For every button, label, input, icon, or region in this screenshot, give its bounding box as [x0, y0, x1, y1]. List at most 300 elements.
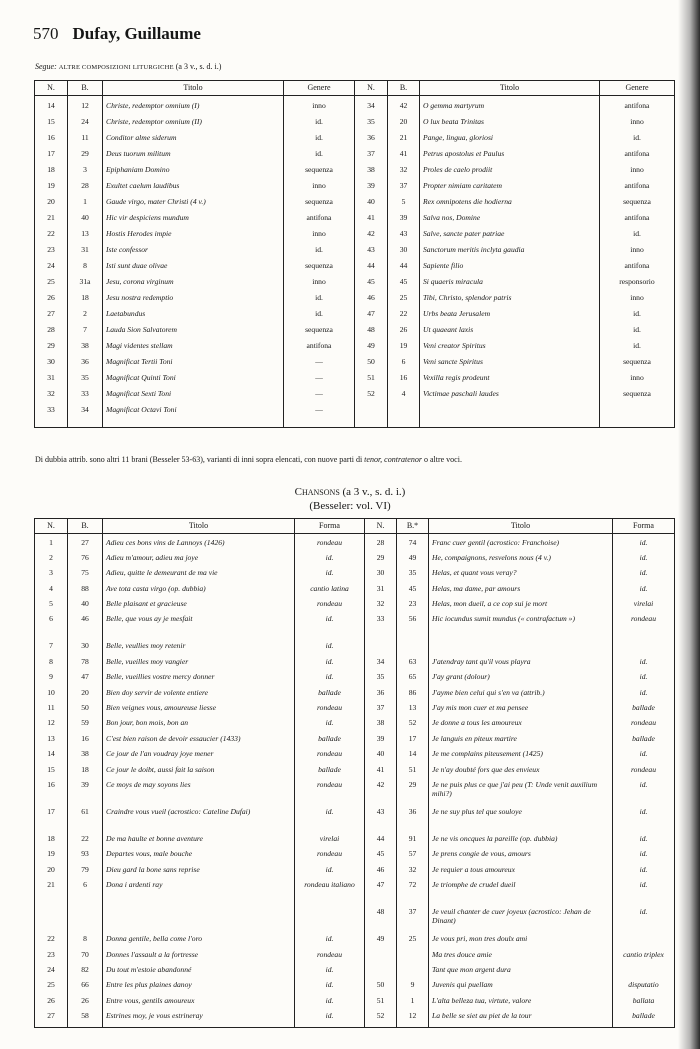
table-row: [35, 908, 675, 935]
column-header: Genere: [284, 81, 355, 96]
number-cell: 26: [35, 294, 68, 310]
number-cell: 2: [35, 554, 68, 569]
form-cell: rondeau: [295, 850, 365, 865]
note-tenor: tenor,: [364, 455, 383, 464]
title-cell: Magnificat Octavi Toni: [103, 406, 284, 428]
genre-cell: inno: [284, 102, 355, 118]
form-cell: id.: [613, 585, 675, 600]
besseler-cell: 82: [68, 966, 103, 981]
title-cell: Salve, sancte pater patriae: [420, 230, 600, 246]
number-cell: 47: [355, 310, 388, 326]
besseler-cell: 57: [397, 850, 429, 865]
besseler-cell: 13: [68, 230, 103, 246]
besseler-cell: 19: [388, 342, 420, 358]
besseler-cell: 59: [68, 719, 103, 734]
table-row: [35, 554, 675, 569]
title-cell: Pange, lingua, gloriosi: [420, 134, 600, 150]
title-cell: Vexilla regis prodeunt: [420, 374, 600, 390]
besseler-cell: 61: [68, 808, 103, 835]
title-cell: C'est bien raison de devoir essaucier (1433): [103, 735, 295, 750]
number-cell: [365, 642, 397, 657]
genre-cell: antifona: [284, 342, 355, 358]
besseler-cell: 72: [397, 881, 429, 908]
title-cell: Epiphaniam Domino: [103, 166, 284, 182]
table-row: [35, 134, 675, 150]
form-cell: id.: [613, 750, 675, 765]
chansons-heading-suffix: (a 3 v., s. d. i.): [342, 486, 406, 498]
besseler-cell: 34: [68, 406, 103, 428]
form-cell: rondeau: [295, 951, 365, 966]
genre-cell: inno: [600, 374, 675, 390]
form-cell: id.: [295, 642, 365, 657]
genre-cell: —: [284, 406, 355, 428]
number-cell: 33: [35, 406, 68, 428]
title-cell: J'ayme bien celui qui s'en va (attrib.): [429, 689, 613, 704]
title-cell: Je me complains piteusement (1425): [429, 750, 613, 765]
column-header: Genere: [600, 81, 675, 96]
title-cell: Craindre vous vueil (acrostico: Cateline Dufai): [103, 808, 295, 835]
table-row: [35, 719, 675, 734]
column-header: Forma: [295, 519, 365, 534]
number-cell: 24: [35, 262, 68, 278]
number-cell: 46: [365, 866, 397, 881]
table-row: [35, 735, 675, 750]
form-cell: id.: [613, 658, 675, 673]
number-cell: 52: [365, 1012, 397, 1027]
title-cell: Urbs beata Jerusalem: [420, 310, 600, 326]
column-header: N.: [365, 519, 397, 534]
besseler-cell: 30: [388, 246, 420, 262]
note-contratenor: contratenor: [384, 455, 422, 464]
table-row: [35, 214, 675, 230]
title-cell: Sapiente filio: [420, 262, 600, 278]
besseler-cell: 23: [397, 600, 429, 615]
form-cell: cantio latina: [295, 585, 365, 600]
column-header: N.: [35, 519, 68, 534]
besseler-cell: 31: [68, 246, 103, 262]
form-cell: [613, 935, 675, 950]
number-cell: 43: [365, 808, 397, 835]
besseler-cell: 12: [397, 1012, 429, 1027]
besseler-cell: 44: [388, 262, 420, 278]
besseler-cell: 16: [68, 735, 103, 750]
title-cell: De ma haulte et bonne aventure: [103, 835, 295, 850]
besseler-cell: 39: [388, 214, 420, 230]
table-row: [35, 835, 675, 850]
title-cell: Dieu gard la bone sans reprise: [103, 866, 295, 881]
besseler-cell: 20: [388, 118, 420, 134]
title-cell: Adieu, quitte le demeurant de ma vie: [103, 569, 295, 584]
table-row: [35, 278, 675, 294]
besseler-cell: 75: [68, 569, 103, 584]
title-cell: Magi videntes stellam: [103, 342, 284, 358]
number-cell: 4: [35, 585, 68, 600]
title-cell: Departes vous, male bouche: [103, 850, 295, 865]
besseler-cell: 18: [68, 294, 103, 310]
table-row: [35, 406, 675, 428]
besseler-cell: 47: [68, 673, 103, 688]
besseler-cell: 16: [388, 374, 420, 390]
title-cell: O lux beata Trinitas: [420, 118, 600, 134]
form-cell: id.: [613, 673, 675, 688]
title-cell: [420, 406, 600, 428]
title-cell: J'atendray tant qu'il vous playra: [429, 658, 613, 673]
besseler-cell: 65: [397, 673, 429, 688]
number-cell: 45: [355, 278, 388, 294]
table-row: [35, 342, 675, 358]
title-cell: Belle, que vous ay je mesfait: [103, 615, 295, 642]
besseler-cell: 86: [397, 689, 429, 704]
genre-cell: antifona: [600, 214, 675, 230]
table-row: [35, 600, 675, 615]
title-cell: Adieu ces bons vins de Lannoys (1426): [103, 539, 295, 554]
besseler-cell: 63: [397, 658, 429, 673]
besseler-cell: 32: [397, 866, 429, 881]
page-number: 570: [33, 24, 59, 43]
form-cell: id.: [295, 1012, 365, 1027]
form-cell: id.: [613, 908, 675, 935]
genre-cell: antifona: [600, 102, 675, 118]
genre-cell: id.: [284, 246, 355, 262]
title-cell: Jesu nostra redemptio: [103, 294, 284, 310]
table-row: [35, 310, 675, 326]
number-cell: 30: [365, 569, 397, 584]
title-cell: Petrus apostolus et Paulus: [420, 150, 600, 166]
table-row: [35, 294, 675, 310]
form-cell: ballade: [295, 766, 365, 781]
genre-cell: inno: [284, 278, 355, 294]
number-cell: 51: [355, 374, 388, 390]
number-cell: 38: [365, 719, 397, 734]
number-cell: 14: [35, 102, 68, 118]
number-cell: 22: [35, 935, 68, 950]
number-cell: 49: [355, 342, 388, 358]
table-row: [35, 374, 675, 390]
title-cell: Veni creator Spiritus: [420, 342, 600, 358]
genre-cell: sequenza: [600, 358, 675, 374]
dubious-attribution-note: [35, 455, 462, 464]
genre-cell: sequenza: [284, 198, 355, 214]
title-cell: Donnes l'assault a la fortresse: [103, 951, 295, 966]
besseler-cell: 38: [68, 750, 103, 765]
number-cell: 8: [35, 658, 68, 673]
title-cell: Je triomphe de crudel dueil: [429, 881, 613, 908]
besseler-cell: 74: [397, 539, 429, 554]
title-cell: Je languis en piteux martire: [429, 735, 613, 750]
table-row: [35, 1012, 675, 1027]
genre-cell: id.: [600, 342, 675, 358]
form-cell: id.: [295, 935, 365, 950]
column-header: Titolo: [429, 519, 613, 534]
number-cell: 40: [365, 750, 397, 765]
besseler-cell: [388, 406, 420, 428]
genre-cell: sequenza: [600, 390, 675, 406]
besseler-cell: 28: [68, 182, 103, 198]
number-cell: [355, 406, 388, 428]
besseler-cell: 12: [68, 102, 103, 118]
number-cell: 17: [35, 808, 68, 835]
table-row: [35, 704, 675, 719]
table-row: [35, 750, 675, 765]
title-cell: Magnificat Tertii Toni: [103, 358, 284, 374]
form-cell: virelai: [613, 600, 675, 615]
table-row: [35, 642, 675, 657]
form-cell: rondeau: [295, 539, 365, 554]
number-cell: 1: [35, 539, 68, 554]
besseler-cell: 36: [397, 808, 429, 835]
table-row: [35, 766, 675, 781]
besseler-cell: 36: [68, 358, 103, 374]
besseler-cell: 26: [388, 326, 420, 342]
title-cell: Helas, et quant vous veray?: [429, 569, 613, 584]
column-header: B.: [68, 519, 103, 534]
title-cell: Ce jour le doibt, aussi fait la saison: [103, 766, 295, 781]
besseler-cell: 70: [68, 951, 103, 966]
form-cell: virelai: [295, 835, 365, 850]
title-cell: Je ne puis plus ce que j'ai peu (T: Unde venit auxilium mihi?): [429, 781, 613, 808]
number-cell: 16: [35, 781, 68, 808]
number-cell: 38: [355, 166, 388, 182]
besseler-cell: 7: [68, 326, 103, 342]
besseler-cell: 1: [397, 997, 429, 1012]
besseler-cell: 24: [68, 118, 103, 134]
title-cell: L'alta belleza tua, virtute, valore: [429, 997, 613, 1012]
table-row: [35, 102, 675, 118]
genre-cell: inno: [600, 246, 675, 262]
besseler-cell: 22: [68, 835, 103, 850]
number-cell: 10: [35, 689, 68, 704]
liturgical-compositions-table: [34, 80, 675, 428]
number-cell: 42: [365, 781, 397, 808]
besseler-cell: 6: [68, 881, 103, 908]
title-cell: Jesu, corona virginum: [103, 278, 284, 294]
title-cell: Hic vir despiciens mundum: [103, 214, 284, 230]
number-cell: 30: [35, 358, 68, 374]
column-header: Forma: [613, 519, 675, 534]
besseler-cell: 22: [388, 310, 420, 326]
number-cell: 14: [35, 750, 68, 765]
title-cell: Je veuil chanter de cuer joyeux (acrostico: Jehan de Dinant): [429, 908, 613, 935]
table-row: [35, 358, 675, 374]
title-cell: Helas, ma dame, par amours: [429, 585, 613, 600]
title-cell: Isti sunt duae olivae: [103, 262, 284, 278]
number-cell: 33: [365, 615, 397, 642]
number-cell: 20: [35, 866, 68, 881]
title-cell: Exultet caelum laudibus: [103, 182, 284, 198]
besseler-cell: 78: [68, 658, 103, 673]
number-cell: 39: [355, 182, 388, 198]
besseler-cell: 45: [388, 278, 420, 294]
genre-cell: sequenza: [284, 262, 355, 278]
title-cell: Du tout m'estoie abandonné: [103, 966, 295, 981]
column-header: N.: [35, 81, 68, 96]
title-cell: [429, 642, 613, 657]
table-row: [35, 539, 675, 554]
form-cell: id.: [295, 615, 365, 642]
number-cell: 25: [35, 981, 68, 996]
form-cell: id.: [613, 539, 675, 554]
besseler-cell: 31a: [68, 278, 103, 294]
form-cell: [613, 966, 675, 981]
besseler-cell: 1: [68, 198, 103, 214]
genre-cell: id.: [600, 134, 675, 150]
number-cell: 11: [35, 704, 68, 719]
title-cell: Juvenis qui puellam: [429, 981, 613, 996]
table-row: [35, 866, 675, 881]
genre-cell: inno: [600, 118, 675, 134]
genre-cell: sequenza: [600, 198, 675, 214]
number-cell: 36: [365, 689, 397, 704]
besseler-cell: 38: [68, 342, 103, 358]
number-cell: 23: [35, 951, 68, 966]
number-cell: 23: [35, 246, 68, 262]
table-row: [35, 781, 675, 808]
form-cell: [613, 642, 675, 657]
besseler-cell: 21: [388, 134, 420, 150]
number-cell: 44: [365, 835, 397, 850]
chansons-title: [0, 486, 700, 498]
title-cell: Je ne suy plus tel que souloye: [429, 808, 613, 835]
number-cell: 21: [35, 214, 68, 230]
besseler-cell: 33: [68, 390, 103, 406]
besseler-cell: 91: [397, 835, 429, 850]
number-cell: 27: [35, 310, 68, 326]
number-cell: 49: [365, 935, 397, 950]
segue-label: Segue:: [35, 62, 57, 71]
genre-cell: sequenza: [284, 166, 355, 182]
title-cell: Veni sancte Spiritus: [420, 358, 600, 374]
besseler-cell: 43: [388, 230, 420, 246]
title-cell: J'ay grant (dolour): [429, 673, 613, 688]
title-cell: Ce jour de l'an voudray joye mener: [103, 750, 295, 765]
genre-cell: inno: [600, 294, 675, 310]
table-header-row: [35, 519, 675, 534]
number-cell: 40: [355, 198, 388, 214]
form-cell: ballade: [295, 735, 365, 750]
table-row: [35, 198, 675, 214]
number-cell: 48: [355, 326, 388, 342]
form-cell: ballade: [613, 1012, 675, 1027]
number-cell: 44: [355, 262, 388, 278]
genre-cell: id.: [600, 310, 675, 326]
title-cell: Je vous pri, mon tres doulx ami: [429, 935, 613, 950]
column-header: Titolo: [420, 81, 600, 96]
form-cell: id.: [295, 966, 365, 981]
table-header-row: [35, 81, 675, 96]
table-row: [35, 966, 675, 981]
form-cell: rondeau italiano: [295, 881, 365, 908]
number-cell: [365, 966, 397, 981]
number-cell: 46: [355, 294, 388, 310]
column-header: B.*: [397, 519, 429, 534]
besseler-cell: 11: [68, 134, 103, 150]
table-row: [35, 850, 675, 865]
table-row: [35, 997, 675, 1012]
title-cell: Helas, mon dueil, a ce cop sui je mort: [429, 600, 613, 615]
number-cell: 7: [35, 642, 68, 657]
besseler-cell: [397, 966, 429, 981]
title-cell: Proles de caelo prodiit: [420, 166, 600, 182]
besseler-cell: 27: [68, 539, 103, 554]
besseler-cell: 76: [68, 554, 103, 569]
title-cell: Estrines moy, je vous estrineray: [103, 1012, 295, 1027]
form-cell: id.: [613, 881, 675, 908]
column-header: Titolo: [103, 519, 295, 534]
title-cell: Dona i ardenti ray: [103, 881, 295, 908]
form-cell: id.: [295, 673, 365, 688]
form-cell: id.: [295, 866, 365, 881]
form-cell: id.: [613, 554, 675, 569]
chansons-subtitle: (Besseler: vol. VI): [309, 500, 391, 512]
title-cell: Magnificat Quinti Toni: [103, 374, 284, 390]
table-row: [35, 230, 675, 246]
form-cell: id.: [613, 866, 675, 881]
besseler-cell: 49: [397, 554, 429, 569]
genre-cell: —: [284, 390, 355, 406]
number-cell: 12: [35, 719, 68, 734]
segue-caption: [35, 62, 221, 71]
title-cell: Franc cuer gentil (acrostico: Franchoise): [429, 539, 613, 554]
number-cell: 41: [365, 766, 397, 781]
besseler-cell: 39: [68, 781, 103, 808]
table-row: [35, 118, 675, 134]
form-cell: id.: [613, 689, 675, 704]
besseler-cell: 32: [388, 166, 420, 182]
table-row: [35, 615, 675, 642]
number-cell: 31: [365, 585, 397, 600]
genre-cell: —: [284, 358, 355, 374]
column-header: B.: [388, 81, 420, 96]
number-cell: 35: [365, 673, 397, 688]
besseler-cell: 17: [397, 735, 429, 750]
besseler-cell: 13: [397, 704, 429, 719]
number-cell: [365, 951, 397, 966]
number-cell: 26: [35, 997, 68, 1012]
table-row: [35, 881, 675, 908]
form-cell: id.: [295, 554, 365, 569]
genre-cell: antifona: [600, 262, 675, 278]
form-cell: id.: [613, 808, 675, 835]
form-cell: rondeau: [613, 615, 675, 642]
number-cell: 52: [355, 390, 388, 406]
genre-cell: inno: [284, 230, 355, 246]
form-cell: ballade: [295, 689, 365, 704]
note-text-end: o altre voci.: [423, 455, 462, 464]
table-row: [35, 951, 675, 966]
besseler-cell: 5: [388, 198, 420, 214]
form-cell: id.: [295, 808, 365, 835]
number-cell: 17: [35, 150, 68, 166]
number-cell: 15: [35, 766, 68, 781]
number-cell: 51: [365, 997, 397, 1012]
title-cell: Entre vous, gentils amoureux: [103, 997, 295, 1012]
title-cell: Entre les plus plaines danoy: [103, 981, 295, 996]
genre-cell: id.: [600, 326, 675, 342]
title-cell: Sanctorum meritis inclyta gaudia: [420, 246, 600, 262]
page-edge-shadow: [678, 0, 700, 1049]
segue-suffix: (a 3 v., s. d. i.): [175, 62, 222, 71]
besseler-cell: 4: [388, 390, 420, 406]
besseler-cell: 37: [397, 908, 429, 935]
form-cell: id.: [613, 835, 675, 850]
title-cell: Christe, redemptor omnium (II): [103, 118, 284, 134]
number-cell: 41: [355, 214, 388, 230]
title-cell: Je n'ay doubté fors que des envieux: [429, 766, 613, 781]
besseler-cell: 14: [397, 750, 429, 765]
title-cell: Victimae paschali laudes: [420, 390, 600, 406]
number-cell: 35: [355, 118, 388, 134]
title-cell: Bon jour, bon mois, bon an: [103, 719, 295, 734]
